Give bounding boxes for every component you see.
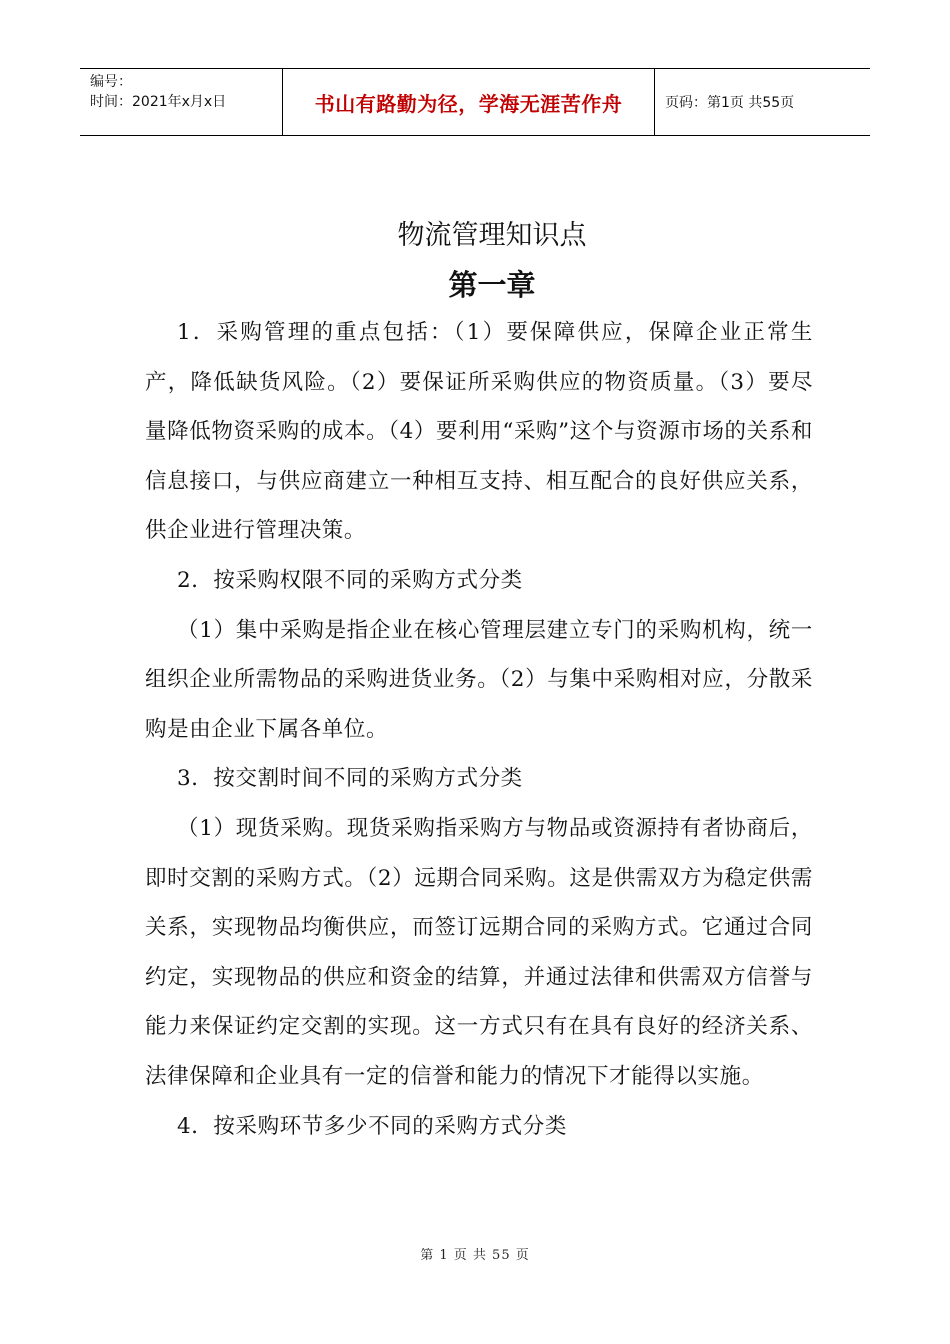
paragraph-centralized-purchasing: （1）集中采购是指企业在核心管理层建立专门的采购机构，统一组织企业所需物品的采购进货业务。（2）与集中采购相对应，分散采购是由企业下属各单位。 bbox=[145, 617, 813, 742]
paragraph-heading-purchase-steps: 4．按采购环节多少不同的采购方式分类 bbox=[177, 1113, 567, 1139]
date-label: 时间：2021年x月x日 bbox=[90, 94, 227, 110]
document-title: 物流管理知识点 bbox=[397, 220, 587, 251]
header-meta bbox=[80, 69, 282, 135]
paragraph-heading-delivery-time: 3．按交割时间不同的采购方式分类 bbox=[177, 766, 523, 792]
header-page-info bbox=[655, 69, 870, 135]
page-header bbox=[80, 68, 870, 136]
motto-text: 书山有路勤为径，学海无涯苦作舟 bbox=[314, 91, 623, 116]
page-info-text: 页码：第1页 共55页 bbox=[665, 95, 795, 111]
paragraph-procurement-focus: 1．采购管理的重点包括：（1）要保障供应，保障企业正常生产，降低缺货风险。（2）要保证所采购供应的物资质量。（3）要尽量降低物资采购的成本。（4）要利用“采购”这个与资源市场的关系和信息接口，与供应商建立一种相互支持、相互配合的良好供应关系，供企业进行管理决策。 bbox=[145, 320, 813, 544]
header-motto bbox=[282, 69, 655, 135]
paragraph-spot-and-forward-purchasing: （1）现货采购。现货采购指采购方与物品或资源持有者协商后，即时交割的采购方式。（2）远期合同采购。这是供需双方为稳定供需关系，实现物品均衡供应，而签订远期合同的采购方式。它通过合同约定，实现物品的供应和资金的结算，并通过法律和供需双方信誉与能力来保证约定交割的实现。这一方式只有在具有良好的经济关系、法律保障和企业具有一定的信誉和能力的情况下才能得以实施。 bbox=[145, 815, 813, 1089]
serial-number-label: 编号： bbox=[90, 74, 132, 90]
document-body bbox=[145, 308, 813, 1151]
paragraph-heading-authority: 2．按采购权限不同的采购方式分类 bbox=[177, 567, 523, 593]
page-footer: 第 1 页 共 55 页 bbox=[420, 1248, 530, 1263]
chapter-heading: 第一章 bbox=[448, 268, 536, 302]
